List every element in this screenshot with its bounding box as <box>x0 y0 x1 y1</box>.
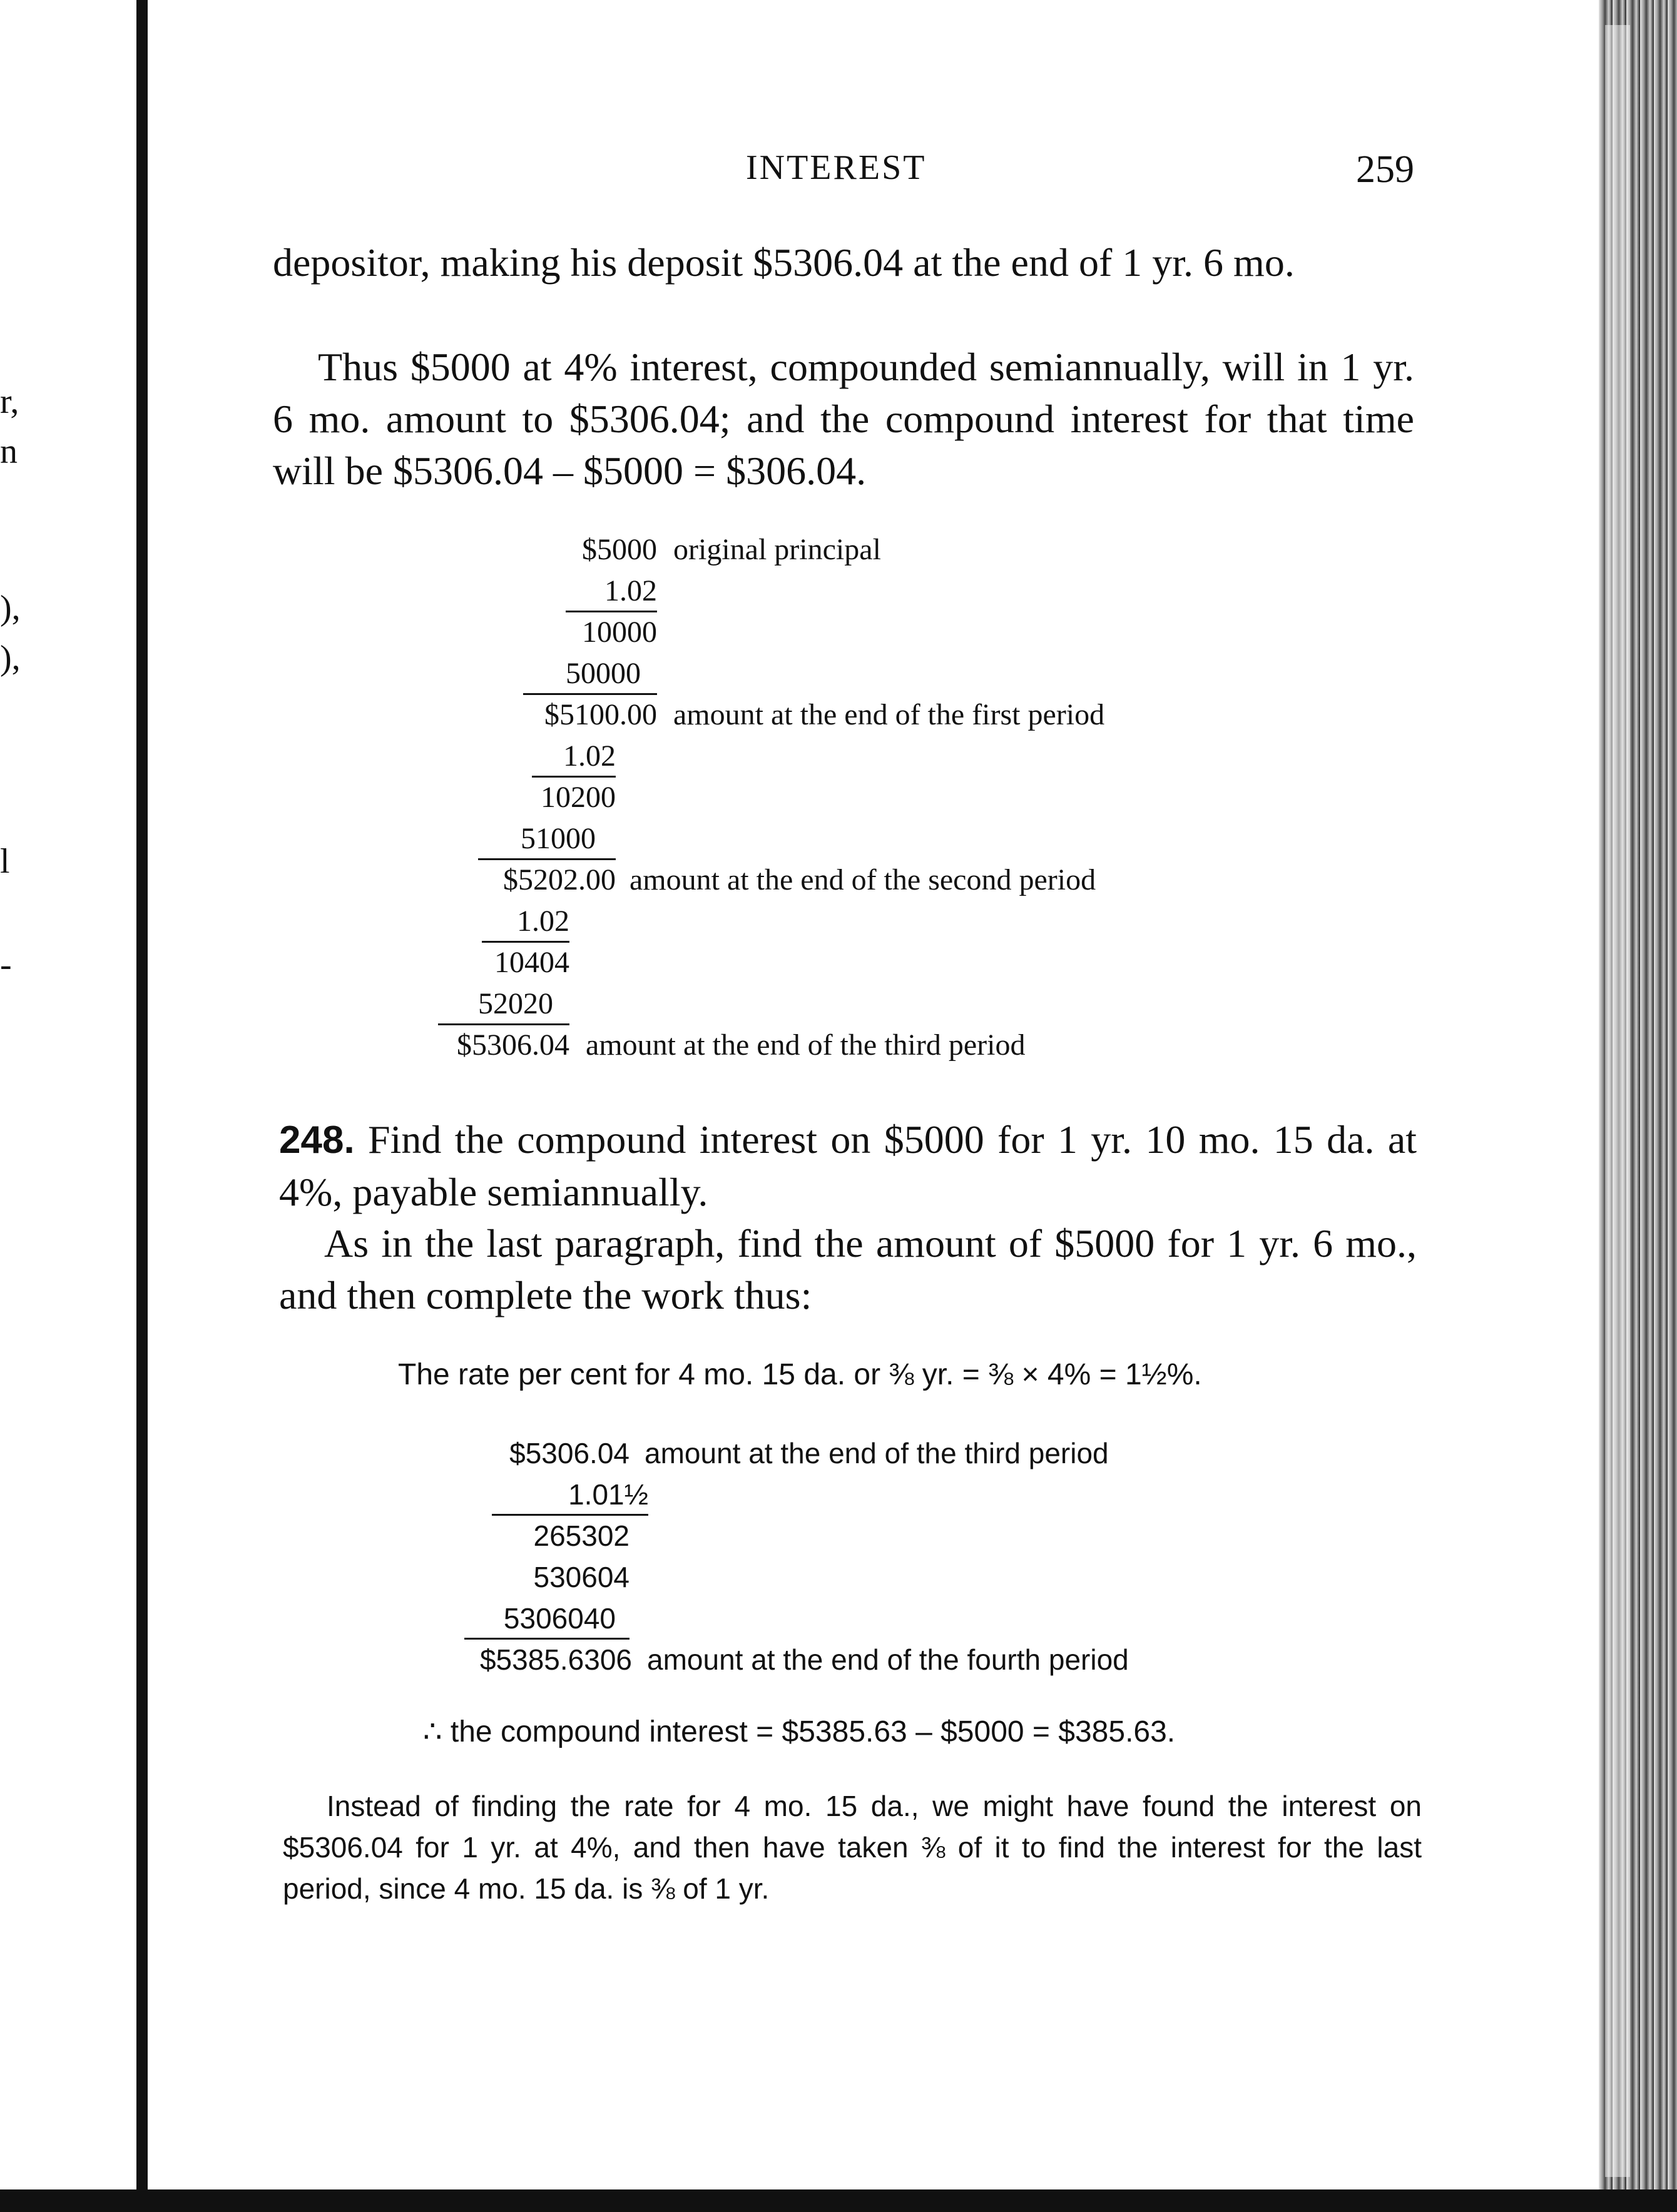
calc-row <box>467 983 553 1025</box>
calc-row <box>467 860 1096 901</box>
margin-fragment: r, <box>0 382 19 421</box>
calc-row <box>513 777 616 818</box>
conclusion-line: ∴ the compound interest = $5385.63 – $5000 = $385.63. <box>423 1715 1176 1748</box>
calc-value: 10200 <box>541 781 616 814</box>
calc-row <box>513 818 596 860</box>
calc-row <box>513 736 616 777</box>
running-header <box>275 148 1414 198</box>
calc-value: 1.02 <box>563 739 616 773</box>
calc-label: amount at the end of the second period <box>630 863 1096 896</box>
paragraph-instructions: As in the last paragraph, find the amount of $5000 for 1 yr. 6 mo., and then complete the work thus: <box>279 1221 1417 1317</box>
page-gutter-shadow <box>136 0 148 2212</box>
calc-value: 5306040 <box>503 1602 616 1635</box>
calc-row <box>513 694 1105 736</box>
calc-value: $5202.00 <box>503 863 616 896</box>
calc-row <box>423 1025 1026 1066</box>
calc-value: $5100.00 <box>544 698 657 731</box>
calc-row <box>476 1556 630 1598</box>
header-title: INTEREST <box>746 148 927 187</box>
section-number: 248. <box>279 1119 355 1162</box>
margin-fragment: - <box>0 945 12 984</box>
margin-fragment: l <box>0 842 10 881</box>
margin-fragment: n <box>0 432 18 471</box>
margin-fragment: ), <box>0 589 21 627</box>
calc-value: 265302 <box>533 1519 630 1552</box>
calc-value: 51000 <box>521 822 596 855</box>
calc-value: 50000 <box>566 657 641 690</box>
calc-row <box>513 529 881 571</box>
calc-row <box>513 571 657 612</box>
section-248 <box>279 1114 1417 1218</box>
calc-row <box>467 942 569 983</box>
left-page-margin <box>0 0 136 2212</box>
calc-value: 1.02 <box>517 905 569 938</box>
calc-value: 52020 <box>478 987 553 1020</box>
calc-value: 10404 <box>494 946 569 979</box>
calc-label: amount at the end of the third period <box>586 1028 1026 1062</box>
calc-value: 1.02 <box>604 574 657 607</box>
calc-row <box>476 1598 616 1639</box>
page-number: 259 <box>1356 148 1414 191</box>
calc-value: 530604 <box>533 1561 630 1593</box>
calc-row <box>476 1433 1109 1474</box>
calc-row <box>476 1474 648 1515</box>
calc-row <box>513 653 641 694</box>
calc-label: amount at the end of the first period <box>673 698 1105 731</box>
calc-value: $5306.04 <box>457 1028 569 1062</box>
calc-value: 1.01½ <box>568 1478 648 1511</box>
calc-label: amount at the end of the third period <box>645 1437 1109 1469</box>
footnote-remark: Instead of finding the rate for 4 mo. 15 da., we might have found the interest on $5306.04 for 1 yr. at 4%, and then have taken ⅜ of it to find the interest for the last period, since 4 mo. 15 da. is ⅜ of 1 yr. <box>283 1790 1422 1905</box>
calc-value: 10000 <box>582 616 657 649</box>
scan-bottom-border <box>0 2189 1677 2212</box>
calc-row <box>467 901 569 942</box>
calc-row <box>476 1515 630 1556</box>
calc-label: original principal <box>673 533 881 566</box>
margin-fragment: ), <box>0 639 21 677</box>
calc-label: amount at the end of the fourth period <box>647 1643 1129 1676</box>
calc-value: $5385.6306 <box>479 1643 632 1676</box>
book-edge-highlight <box>1605 25 1630 2177</box>
rate-statement: The rate per cent for 4 mo. 15 da. or ⅜ yr. = ⅜ × 4% = 1½%. <box>398 1358 1202 1391</box>
paragraph-continuation: depositor, making his deposit $5306.04 at the end of 1 yr. 6 mo. <box>273 240 1295 285</box>
calc-row <box>513 612 657 653</box>
paragraph-thus: Thus $5000 at 4% interest, compounded semiannually, will in 1 yr. 6 mo. amount to $5306.04; and the compound interest for that time will be $5306.04 – $5000 = $306.04. <box>273 345 1414 493</box>
calc-value: $5306.04 <box>509 1437 630 1469</box>
section-248-text: Find the compound interest on $5000 for 1 yr. 10 mo. 15 da. at 4%, payable semiannually. <box>279 1117 1417 1214</box>
calc-row <box>462 1639 1129 1680</box>
calc-value: $5000 <box>582 533 657 566</box>
